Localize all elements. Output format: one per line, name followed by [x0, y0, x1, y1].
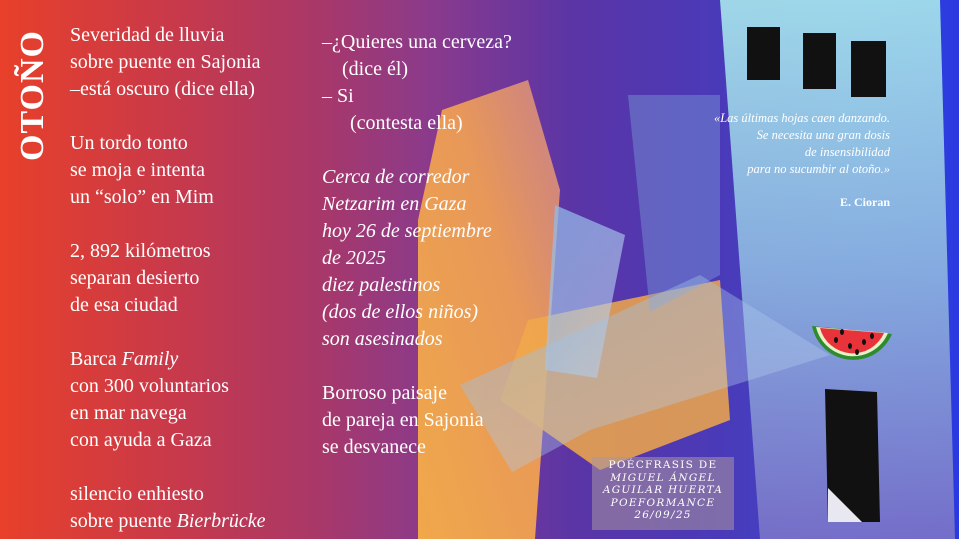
quote-line: para no sucumbir al otoño.» [747, 162, 890, 176]
verse-line: son asesinados [322, 328, 443, 350]
verse-line: de esa ciudad [70, 294, 178, 316]
quote-author: E. Cioran [839, 195, 890, 209]
poem-column-right [322, 29, 512, 461]
verse-line: en mar navega [70, 402, 187, 424]
stanza-bridge [70, 481, 266, 535]
building-window [803, 33, 836, 89]
verse-line: hoy 26 de septiembre [322, 220, 492, 242]
stanza-barca [70, 346, 266, 454]
credit-line: 26/09/25 [634, 509, 692, 521]
credit-line: POEFORMANCE [610, 496, 716, 509]
cioran-quote [668, 110, 890, 178]
credit-line: MIGUEL ÁNGEL [610, 471, 716, 484]
verse-line: –está oscuro (dice ella) [70, 78, 255, 100]
credit-line: AGUILAR HUERTA [602, 484, 724, 496]
verse-line: silencio enhiesto [70, 483, 204, 505]
verse-line: (dice él) [342, 58, 409, 80]
building-window [851, 41, 886, 97]
stanza-distance [70, 238, 266, 319]
verse-line: de pareja en Sajonia [322, 409, 484, 431]
verse-line: 2, 892 kilómetros [70, 240, 211, 262]
verse-line: sobre puente en Sajonia [70, 51, 261, 73]
stanza-dialogue [322, 29, 512, 137]
verse-line: Severidad de lluvia [70, 24, 225, 46]
verse-line: un “solo” en Mim [70, 186, 214, 208]
verse-line: sobre puente Bierbrücke [70, 510, 266, 532]
quote-line: «Las últimas hojas caen danzando. [713, 111, 890, 125]
verse-line: de 2025 [322, 247, 386, 269]
stanza-final [322, 380, 512, 461]
quote-line: Se necesita una gran dosis [756, 128, 890, 142]
verse-line: –¿Quieres una cerveza? [322, 31, 512, 53]
credit-box [592, 457, 734, 530]
verse-line: se desvanece [322, 436, 426, 458]
stanza-thrush [70, 130, 266, 211]
stanza-gaza [322, 164, 512, 353]
poem-column-left [70, 22, 266, 535]
verse-line: diez palestinos [322, 274, 441, 296]
quote-line: de insensibilidad [804, 145, 890, 159]
verse-line: con ayuda a Gaza [70, 429, 212, 451]
verse-line: Netzarim en Gaza [322, 193, 467, 215]
building-window [747, 27, 780, 80]
verse-line: separan desierto [70, 267, 200, 289]
verse-line: se moja e intenta [70, 159, 205, 181]
verse-line: Un tordo tonto [70, 132, 188, 154]
poem-title: OTOÑO [14, 30, 51, 161]
verse-line: – Si [322, 85, 354, 107]
verse-line: con 300 voluntarios [70, 375, 229, 397]
verse-line: Borroso paisaje [322, 382, 447, 404]
verse-line: (contesta ella) [350, 112, 463, 134]
verse-line: Cerca de corredor [322, 166, 470, 188]
credit-line: POÉCFRASIS DE [608, 459, 718, 471]
verse-line: Barca Family [70, 348, 179, 370]
verse-line: (dos de ellos niños) [322, 301, 479, 323]
stanza-rain [70, 22, 266, 103]
